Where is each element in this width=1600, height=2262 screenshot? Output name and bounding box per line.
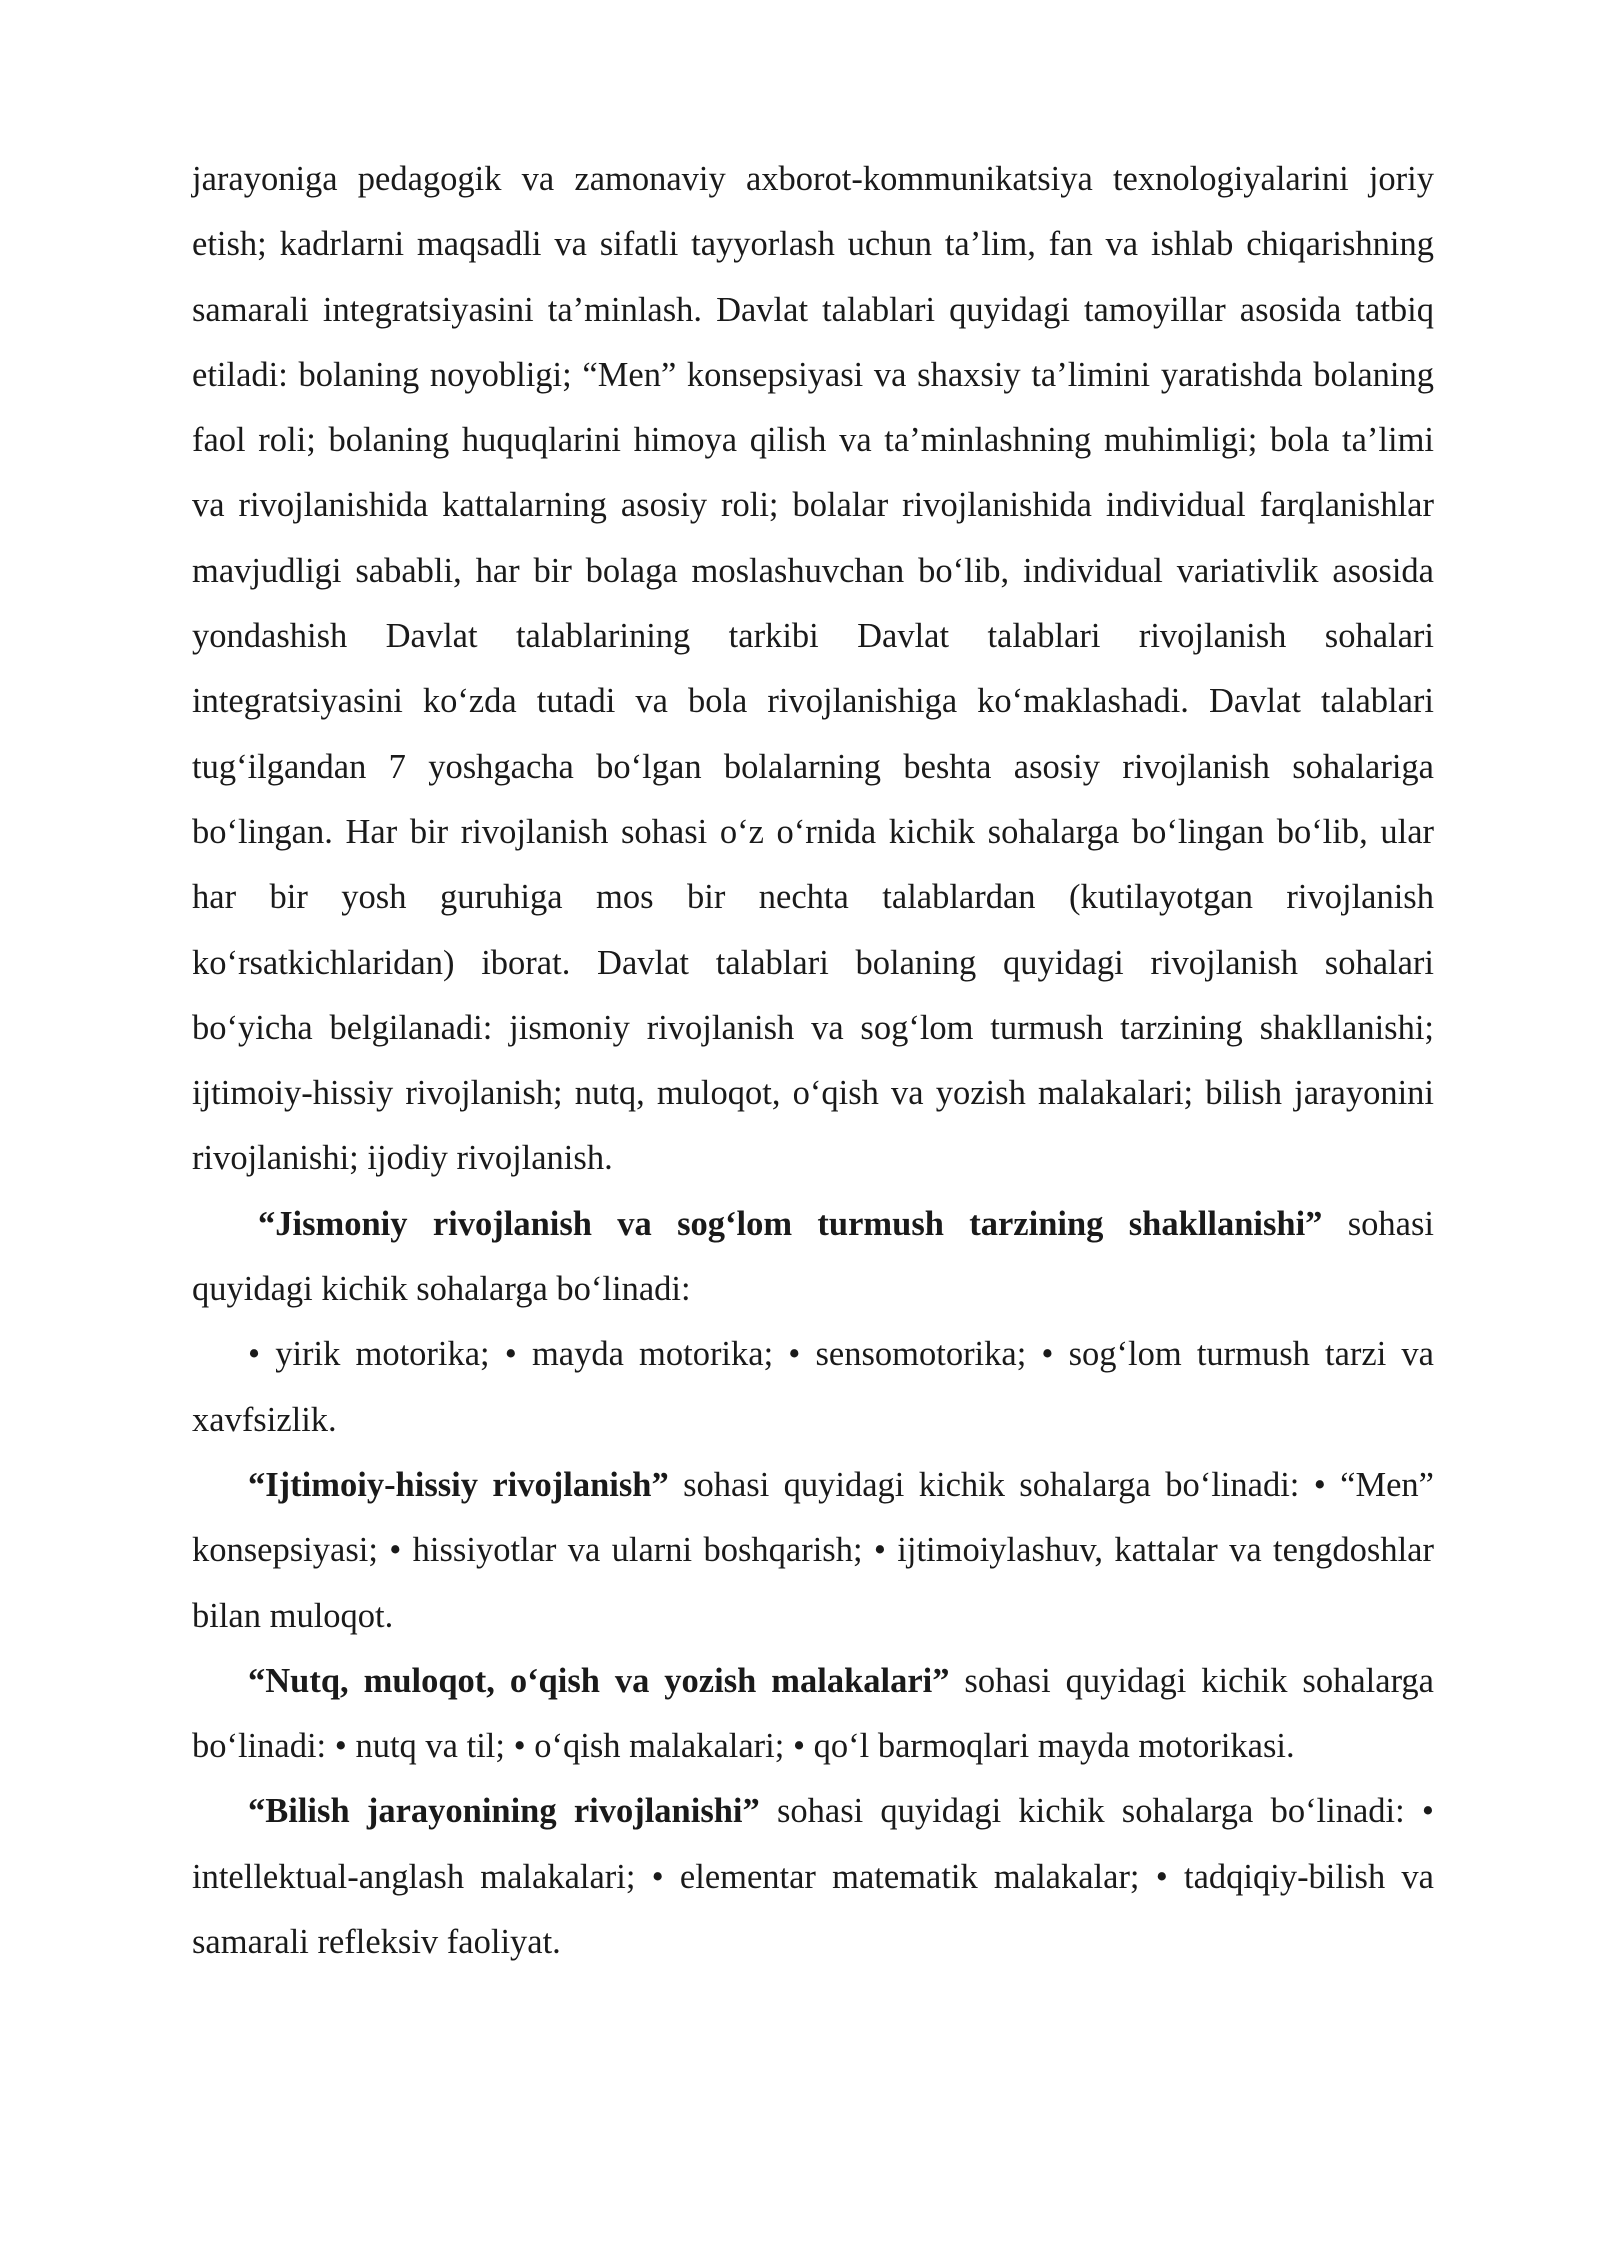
section-social-emotional-title: “Ijtimoiy-hissiy rivojlanish” xyxy=(248,1465,669,1504)
section-physical-development-text: sohasi quyidagi kichik sohalarga bo‘linadi: xyxy=(192,1204,1435,1309)
section-cognitive-development-text: sohasi quyidagi kichik sohalarga bo‘linadi: • intellektual-anglash malakalari; • elementar matematik malakalar; • tadqiqiy-bilish va samarali refleksiv faoliyat. xyxy=(192,1792,1434,1962)
section-physical-development-list: • yirik motorika; • mayda motorika; • sensomotorika; • sog‘lom turmush tarzi va xavfsizlik. xyxy=(192,1335,1434,1439)
section-social-emotional xyxy=(192,1453,1434,1649)
section-physical-development xyxy=(192,1192,1434,1323)
section-speech-communication-text: sohasi quyidagi kichik sohalarga bo‘linadi: • nutq va til; • o‘qish malakalari; • qo‘l barmoqlari mayda motorikasi. xyxy=(192,1661,1434,1766)
section-cognitive-development xyxy=(192,1779,1434,1975)
section-social-emotional-text: sohasi quyidagi kichik sohalarga bo‘linadi: • “Men” konsepsiyasi; • hissiyotlar va ularni boshqarish; • ijtimoiylashuv, kattalar va tengdoshlar bilan muloqot. xyxy=(192,1465,1434,1635)
intro-paragraph: jarayoniga pedagogik va zamonaviy axborot-kommunikatsiya texnologiyalarini joriy etish; kadrlarni maqsadli va sifatli tayyorlash uchun ta’lim, fan va ishlab chiqarishning samarali integratsiyasini ta’minlash. Davlat talablari quyidagi tamoyillar asosida tatbiq etiladi: bolaning noyobligi; “Men” konsepsiyasi va shaxsiy ta’limini yaratishda bolaning faol roli; bolaning huquqlarini himoya qilish va ta’minlashning muhimligi; bola ta’limi va rivojlanishida kattalarning asosiy roli; bolalar rivojlanishida individual farqlanishlar mavjudligi sababli, har bir bolaga moslashuvchan bo‘lib, individual variativlik asosida yondashish Davlat talablarining tarkibi Davlat talablari rivojlanish sohalari integratsiyasini ko‘zda tutadi va bola rivojlanishiga ko‘maklashadi. Davlat talablari tug‘ilgandan 7 yoshgacha bo‘lgan bolalarning beshta asosiy rivojlanish sohalariga bo‘lingan. Har bir rivojlanish sohasi o‘z o‘rnida kichik sohalarga bo‘lingan bo‘lib, ular har bir yosh guruhiga mos bir nechta talablardan (kutilayotgan rivojlanish ko‘rsatkichlaridan) iborat. Davlat talablari bolaning quyidagi rivojlanish sohalari bo‘yicha belgilanadi: jismoniy rivojlanish va sog‘lom turmush tarzining shakllanishi; ijtimoiy-hissiy rivojlanish; nutq, muloqot, o‘qish va yozish malakalari; bilish jarayonini rivojlanishi; ijodiy rivojlanish. xyxy=(192,160,1434,1178)
section-speech-communication-title: “Nutq, muloqot, o‘qish va yozish malakalari” xyxy=(248,1661,950,1700)
document-body xyxy=(192,147,1434,1975)
section-cognitive-development-title: “Bilish jarayonining rivojlanishi” xyxy=(248,1792,760,1831)
section-speech-communication xyxy=(192,1649,1434,1780)
section-physical-development-title: “Jismoniy rivojlanish va sog‘lom turmush tarzining shakllanishi” xyxy=(258,1204,1323,1243)
